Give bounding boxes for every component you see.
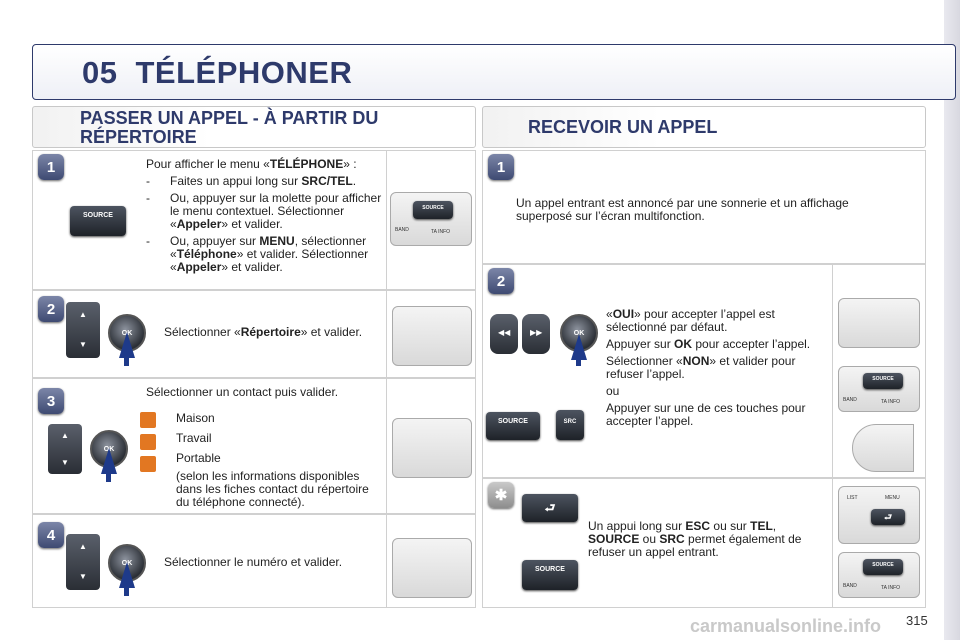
tip-text bbox=[588, 520, 824, 559]
press-arrow-stem bbox=[106, 470, 111, 482]
bullet-dash: - bbox=[146, 234, 150, 248]
up-arrow-icon: ▲ bbox=[79, 542, 87, 551]
ok-label: OK bbox=[103, 445, 115, 453]
left-step-3-text: Sélectionner un contact puis valider. bbox=[146, 385, 339, 399]
text-run: Un appui long sur bbox=[588, 519, 686, 533]
band-label: BAND bbox=[843, 583, 857, 589]
left-step-4-text: Sélectionner le numéro et valider. bbox=[164, 555, 343, 569]
list-label: LIST bbox=[847, 495, 858, 501]
up-arrow-icon: ▲ bbox=[61, 431, 69, 440]
page-number: 315 bbox=[906, 613, 928, 628]
console-image bbox=[838, 298, 920, 348]
left-title-line2: RÉPERTOIRE bbox=[80, 127, 197, 147]
tip-bulb-icon: ✱ bbox=[488, 482, 514, 508]
text-run: , sélectionner « bbox=[170, 234, 367, 261]
steering-control-image bbox=[66, 534, 100, 590]
chapter-title: TÉLÉPHONER bbox=[135, 55, 353, 90]
source-label: SOURCE bbox=[422, 205, 444, 211]
contact-option-work: Travail bbox=[176, 431, 212, 445]
step-divider bbox=[832, 478, 833, 608]
source-label: SOURCE bbox=[535, 566, 565, 573]
step-badge-1: 1 bbox=[38, 154, 64, 180]
ta-info-label: TA INFO bbox=[881, 585, 901, 591]
radio-panel-image bbox=[838, 552, 920, 598]
step-badge-r1: 1 bbox=[488, 154, 514, 180]
text-run: » pour accepter l’appel est sélectionné par défaut. bbox=[606, 307, 775, 334]
step-divider bbox=[386, 514, 387, 608]
text-run: . bbox=[352, 174, 357, 188]
text-run: Ou, appuyer sur bbox=[170, 234, 260, 248]
fast-forward-icon: ▶▶ bbox=[530, 328, 543, 337]
option-name: NON bbox=[682, 354, 710, 368]
text-run: » et valider. bbox=[300, 325, 363, 339]
contact-option-home: Maison bbox=[176, 411, 215, 425]
mobile-phone-icon bbox=[140, 456, 156, 472]
console-image bbox=[392, 418, 472, 478]
source-button-image bbox=[486, 412, 540, 440]
step-badge-r2: 2 bbox=[488, 268, 514, 294]
home-icon bbox=[140, 412, 156, 428]
key-name: Appeler bbox=[176, 260, 222, 274]
console-image bbox=[392, 306, 472, 366]
source-label: SOURCE bbox=[872, 562, 894, 568]
source-button-image bbox=[522, 560, 578, 590]
text-run: ou sur bbox=[710, 519, 751, 533]
ok-label: OK bbox=[573, 329, 585, 337]
text-run: Pour afficher le menu « bbox=[146, 157, 270, 171]
step-divider bbox=[386, 378, 387, 514]
text-run: Appuyer sur bbox=[606, 337, 675, 351]
down-arrow-icon: ▼ bbox=[61, 458, 69, 467]
console-image bbox=[392, 538, 472, 598]
ta-info-label: TA INFO bbox=[881, 399, 901, 405]
steering-control-image bbox=[48, 424, 82, 474]
text-run: Sélectionner « bbox=[606, 354, 683, 368]
down-arrow-icon: ▼ bbox=[79, 340, 87, 349]
bullet-3 bbox=[146, 235, 382, 274]
rewind-icon: ◀◀ bbox=[498, 328, 511, 337]
watermark: carmanualsonline.info bbox=[690, 616, 882, 636]
key-name: OK bbox=[674, 337, 693, 351]
text-run: » et valider. bbox=[221, 260, 283, 274]
esc-button-image: ⮐ bbox=[522, 494, 578, 522]
or-text: ou bbox=[606, 384, 620, 398]
text-run: » et valider pour refuser l’appel. bbox=[606, 354, 796, 381]
contact-option-mobile: Portable bbox=[176, 451, 221, 465]
left-section-title bbox=[80, 109, 378, 147]
text-run: pour accepter l’appel. bbox=[692, 337, 811, 351]
right-step-2-text bbox=[606, 308, 826, 428]
step-divider bbox=[832, 264, 833, 478]
menu-label: MENU bbox=[885, 495, 900, 501]
text-run: permet également de refuser un appel entrant. bbox=[588, 532, 802, 559]
key-name: Téléphone bbox=[176, 247, 237, 261]
text-run: Faites un appui long sur bbox=[170, 174, 302, 188]
menu-name: Répertoire bbox=[240, 325, 301, 339]
radio-panel-image bbox=[838, 366, 920, 412]
key-name: Appeler bbox=[176, 217, 222, 231]
source-label: SOURCE bbox=[498, 418, 528, 425]
work-icon bbox=[140, 434, 156, 450]
menu-name: TÉLÉPHONE bbox=[269, 157, 344, 171]
accept-keys-text: Appuyer sur une de ces touches pour accepter l’appel. bbox=[606, 401, 806, 428]
text-run: Ou, appuyer sur la molette pour afficher le menu contextuel. Sélectionner « bbox=[170, 191, 382, 231]
text-run: » et valider. Sélectionner « bbox=[170, 247, 369, 274]
option-name: OUI bbox=[612, 307, 635, 321]
left-step-2-text bbox=[164, 326, 364, 339]
step-divider bbox=[386, 290, 387, 378]
menu-panel-image: LIST MENU ⮐ bbox=[838, 486, 920, 544]
source-label: SOURCE bbox=[872, 376, 894, 382]
key-name: ESC bbox=[685, 519, 711, 533]
text-run: » et valider. bbox=[221, 217, 283, 231]
key-name: TEL bbox=[750, 519, 773, 533]
steering-control-image bbox=[66, 302, 100, 358]
chapter-number: 05 bbox=[82, 55, 118, 90]
page-title bbox=[82, 55, 352, 91]
step-badge-4: 4 bbox=[38, 522, 64, 548]
src-button-image bbox=[556, 410, 584, 440]
press-arrow-stem bbox=[576, 356, 581, 366]
src-label: SRC bbox=[563, 419, 577, 425]
source-label: SOURCE bbox=[83, 212, 113, 219]
prev-button-image bbox=[490, 314, 518, 354]
text-run: ou bbox=[639, 532, 660, 546]
ok-label: OK bbox=[121, 559, 133, 567]
key-name: MENU bbox=[259, 234, 295, 248]
band-label: BAND bbox=[395, 227, 409, 233]
step-divider bbox=[386, 150, 387, 290]
down-arrow-icon: ▼ bbox=[79, 572, 87, 581]
text-run: « bbox=[606, 307, 613, 321]
ta-info-label: TA INFO bbox=[431, 229, 451, 235]
contact-note: (selon les informations disponibles dans les fiches contact du répertoire du téléphone connecté). bbox=[176, 469, 369, 509]
text-run: , bbox=[772, 519, 777, 533]
bullet-dash: - bbox=[146, 174, 150, 188]
press-arrow-stem bbox=[124, 584, 129, 596]
right-section-title: RECEVOIR UN APPEL bbox=[528, 117, 718, 137]
text-run: Sélectionner « bbox=[164, 325, 241, 339]
radio-panel-image bbox=[390, 192, 472, 246]
step-badge-3: 3 bbox=[38, 388, 64, 414]
steering-wheel-image bbox=[852, 424, 914, 472]
right-step-1-text: Un appel entrant est annoncé par une sonnerie et un affichage superposé sur l’écran multifonction. bbox=[516, 196, 849, 223]
step-badge-2: 2 bbox=[38, 296, 64, 322]
key-name: SOURCE bbox=[588, 532, 640, 546]
bullet-1 bbox=[146, 175, 382, 188]
bullet-2 bbox=[146, 192, 382, 231]
left-title-line1: PASSER UN APPEL - À PARTIR DU bbox=[80, 108, 379, 128]
next-button-image bbox=[522, 314, 550, 354]
left-step-1-text bbox=[146, 158, 382, 274]
ok-label: OK bbox=[121, 329, 133, 337]
bullet-dash: - bbox=[146, 191, 150, 205]
key-name: SRC bbox=[659, 532, 685, 546]
press-arrow-stem bbox=[124, 354, 129, 366]
band-label: BAND bbox=[843, 397, 857, 403]
source-button-image bbox=[70, 206, 126, 236]
text-run: » : bbox=[343, 157, 357, 171]
key-name: SRC/TEL bbox=[301, 174, 353, 188]
up-arrow-icon: ▲ bbox=[79, 310, 87, 319]
